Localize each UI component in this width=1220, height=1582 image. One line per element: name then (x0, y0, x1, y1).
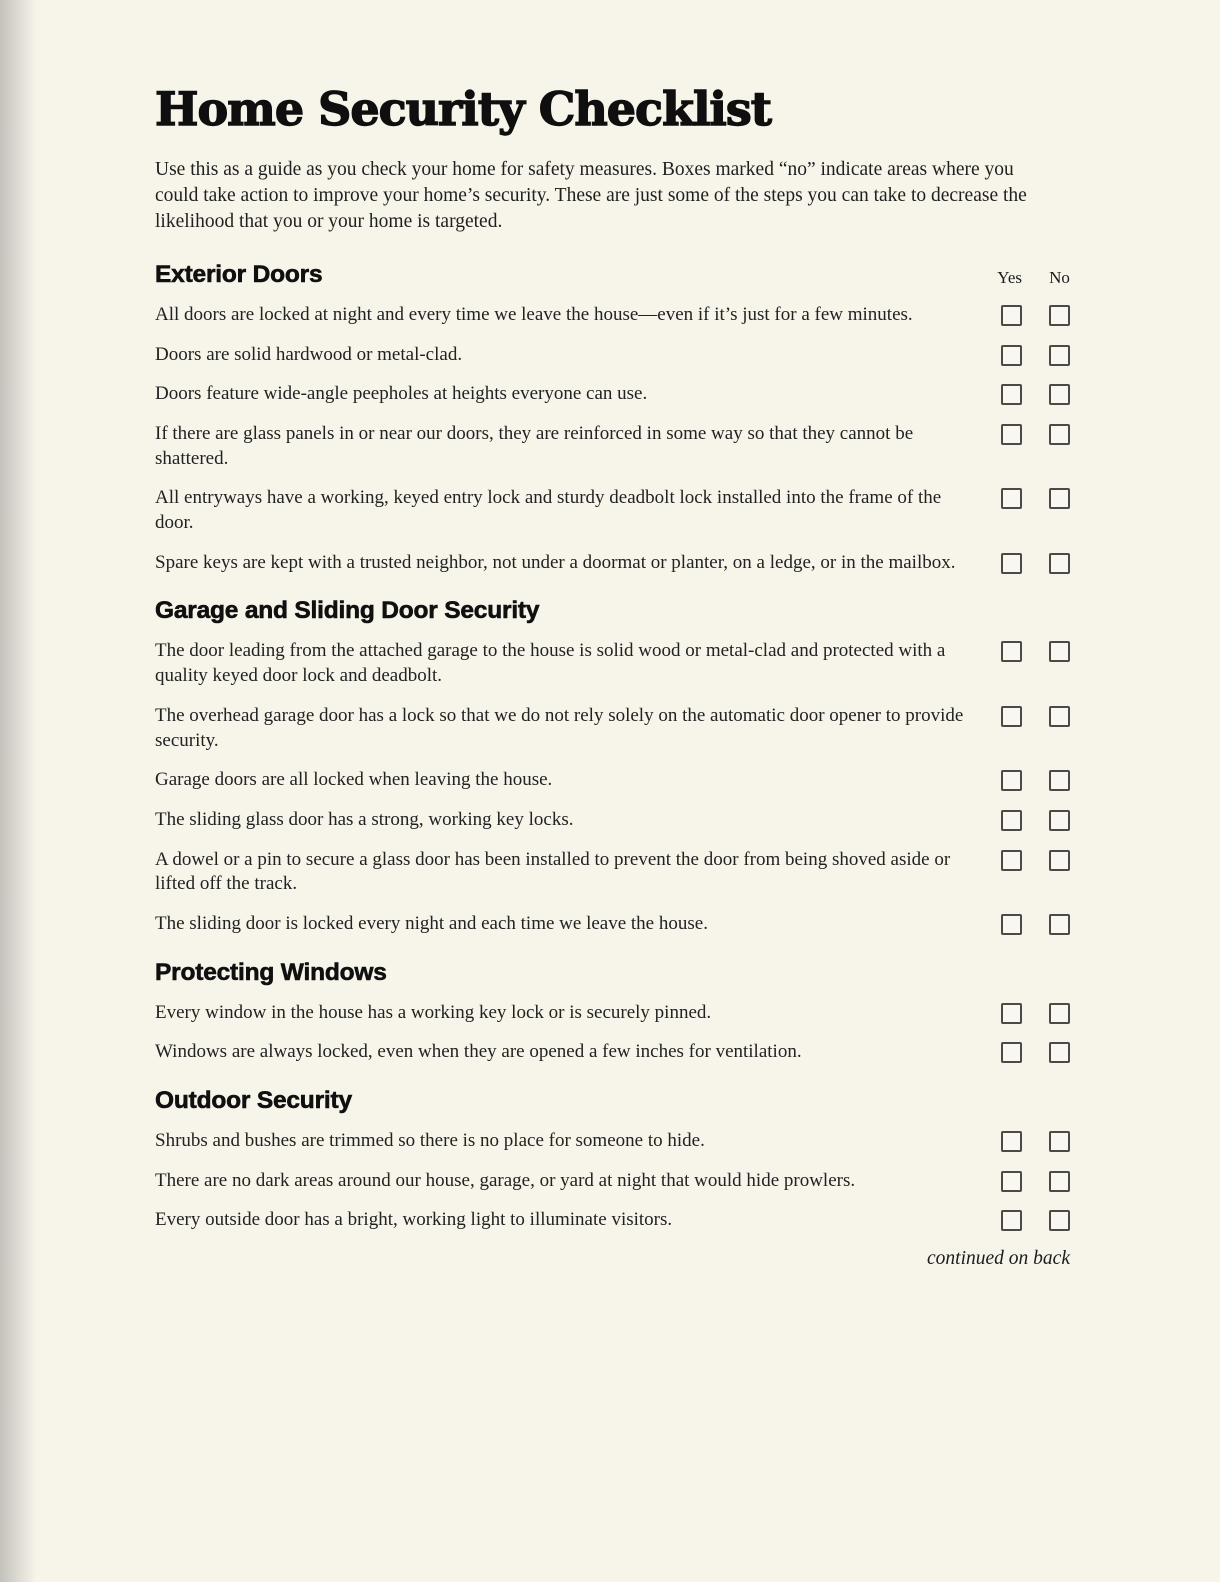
yes-no-checkboxes (1001, 706, 1070, 727)
yes-no-checkboxes (1001, 641, 1070, 662)
no-checkbox[interactable] (1049, 1171, 1070, 1192)
checklist-item-text: The sliding glass door has a strong, working key locks. (155, 808, 574, 830)
checklist-item (155, 704, 1070, 753)
checklist-item-text: All doors are locked at night and every time we leave the house—even if it’s just for a few minutes. (155, 303, 913, 325)
checklist-item (155, 768, 1070, 793)
checklist-item (155, 343, 1070, 368)
yes-no-checkboxes (1001, 553, 1070, 574)
checklist-item-text: Spare keys are kept with a trusted neighbor, not under a doormat or planter, on a ledge, or in the mailbox. (155, 551, 956, 573)
no-checkbox[interactable] (1049, 488, 1070, 509)
checklist-item-text: Windows are always locked, even when they are opened a few inches for ventilation. (155, 1041, 802, 1063)
checklist-item-text: Shrubs and bushes are trimmed so there is no place for someone to hide. (155, 1130, 705, 1152)
yes-checkbox[interactable] (1001, 1131, 1022, 1152)
section-heading-row (155, 1087, 1070, 1115)
section-heading: Exterior Doors (155, 260, 323, 288)
yes-checkbox[interactable] (1001, 914, 1022, 935)
checklist-item (155, 808, 1070, 833)
yes-no-checkboxes (1001, 305, 1070, 326)
no-checkbox[interactable] (1049, 1003, 1070, 1024)
checklist-section (155, 597, 1070, 936)
checklist-section (155, 261, 1070, 576)
checklist-section (155, 1087, 1070, 1233)
checklist-item (155, 912, 1070, 937)
checklist-sections (155, 261, 1070, 1233)
checklist-item-text: Every window in the house has a working key lock or is securely pinned. (155, 1001, 712, 1023)
intro-paragraph: Use this as a guide as you check your home for safety measures. Boxes marked “no” indicate areas where you could take action to improve your home’s security. These are just some of the steps you can take to decrease the likelihood that you or your home is targeted. (155, 158, 1027, 232)
checklist-item-text: Doors are solid hardwood or metal-clad. (155, 343, 463, 365)
checklist-item-text: There are no dark areas around our house, garage, or yard at night that would hide prowlers. (155, 1169, 856, 1191)
yes-checkbox[interactable] (1001, 1210, 1022, 1231)
yes-no-checkboxes (1001, 770, 1070, 791)
yes-checkbox[interactable] (1001, 553, 1022, 574)
yes-checkbox[interactable] (1001, 770, 1022, 791)
yes-checkbox[interactable] (1001, 424, 1022, 445)
checklist-item (155, 303, 1070, 328)
continued-note: continued on back (927, 1248, 1070, 1270)
yes-no-checkboxes (1001, 1131, 1070, 1152)
checklist-item-text: Every outside door has a bright, working light to illuminate visitors. (155, 1209, 673, 1231)
checklist-item (155, 551, 1070, 576)
section-heading: Protecting Windows (155, 958, 387, 986)
yes-checkbox[interactable] (1001, 305, 1022, 326)
no-checkbox[interactable] (1049, 706, 1070, 727)
section-heading: Garage and Sliding Door Security (155, 597, 540, 625)
checklist-item-text: Garage doors are all locked when leaving the house. (155, 769, 553, 791)
yes-no-checkboxes (1001, 1171, 1070, 1192)
no-checkbox[interactable] (1049, 424, 1070, 445)
no-checkbox[interactable] (1049, 641, 1070, 662)
yes-checkbox[interactable] (1001, 488, 1022, 509)
no-checkbox[interactable] (1049, 810, 1070, 831)
yes-no-checkboxes (1001, 1210, 1070, 1231)
checklist-item (155, 486, 1070, 535)
yes-column-label: Yes (997, 267, 1022, 287)
yes-checkbox[interactable] (1001, 384, 1022, 405)
no-column-label: No (1049, 267, 1070, 287)
checklist-section (155, 959, 1070, 1065)
page-title: Home Security Checklist (155, 82, 772, 136)
no-checkbox[interactable] (1049, 305, 1070, 326)
yes-checkbox[interactable] (1001, 1171, 1022, 1192)
no-checkbox[interactable] (1049, 1131, 1070, 1152)
no-checkbox[interactable] (1049, 1042, 1070, 1063)
yes-checkbox[interactable] (1001, 1042, 1022, 1063)
no-checkbox[interactable] (1049, 770, 1070, 791)
checklist-item-text: A dowel or a pin to secure a glass door has been installed to prevent the door from being shoved aside or lifted off the track. (155, 848, 951, 895)
yes-no-checkboxes (1001, 345, 1070, 366)
yes-checkbox[interactable] (1001, 1003, 1022, 1024)
checklist-item-text: All entryways have a working, keyed entry lock and sturdy deadbolt lock installed into the frame of the door. (155, 487, 942, 534)
checklist-item (155, 382, 1070, 407)
no-checkbox[interactable] (1049, 914, 1070, 935)
section-heading-row (155, 597, 1070, 625)
no-checkbox[interactable] (1049, 1210, 1070, 1231)
checklist-item (155, 1169, 1070, 1194)
yes-no-checkboxes (1001, 850, 1070, 871)
no-checkbox[interactable] (1049, 384, 1070, 405)
checklist-item-text: Doors feature wide-angle peepholes at heights everyone can use. (155, 383, 648, 405)
section-heading-row (155, 261, 1070, 289)
no-checkbox[interactable] (1049, 345, 1070, 366)
checklist-item (155, 1129, 1070, 1154)
yes-no-checkboxes (1001, 1042, 1070, 1063)
yes-checkbox[interactable] (1001, 706, 1022, 727)
checklist-item (155, 422, 1070, 471)
yes-no-checkboxes (1001, 914, 1070, 935)
yes-checkbox[interactable] (1001, 641, 1022, 662)
yes-no-checkboxes (1001, 424, 1070, 445)
no-checkbox[interactable] (1049, 553, 1070, 574)
section-heading-row (155, 959, 1070, 987)
checklist-item (155, 639, 1070, 688)
checklist-item-text: The sliding door is locked every night and each time we leave the house. (155, 912, 708, 934)
yes-checkbox[interactable] (1001, 345, 1022, 366)
checklist-item (155, 1040, 1070, 1065)
checklist-item (155, 1001, 1070, 1026)
no-checkbox[interactable] (1049, 850, 1070, 871)
yes-no-checkboxes (1001, 488, 1070, 509)
yes-no-column-labels (997, 268, 1070, 288)
checklist-item-text: The overhead garage door has a lock so that we do not rely solely on the automatic door opener to provide security. (155, 704, 964, 751)
yes-checkbox[interactable] (1001, 810, 1022, 831)
checklist-item-text: The door leading from the attached garage to the house is solid wood or metal-clad and protected with a quality keyed door lock and deadbolt. (155, 640, 946, 687)
yes-no-checkboxes (1001, 1003, 1070, 1024)
checklist-item (155, 848, 1070, 897)
checklist-item (155, 1208, 1070, 1233)
checklist-item-text: If there are glass panels in or near our doors, they are reinforced in some way so that they cannot be shattered. (155, 423, 914, 469)
yes-checkbox[interactable] (1001, 850, 1022, 871)
yes-no-checkboxes (1001, 810, 1070, 831)
section-heading: Outdoor Security (155, 1087, 352, 1115)
yes-no-checkboxes (1001, 384, 1070, 405)
